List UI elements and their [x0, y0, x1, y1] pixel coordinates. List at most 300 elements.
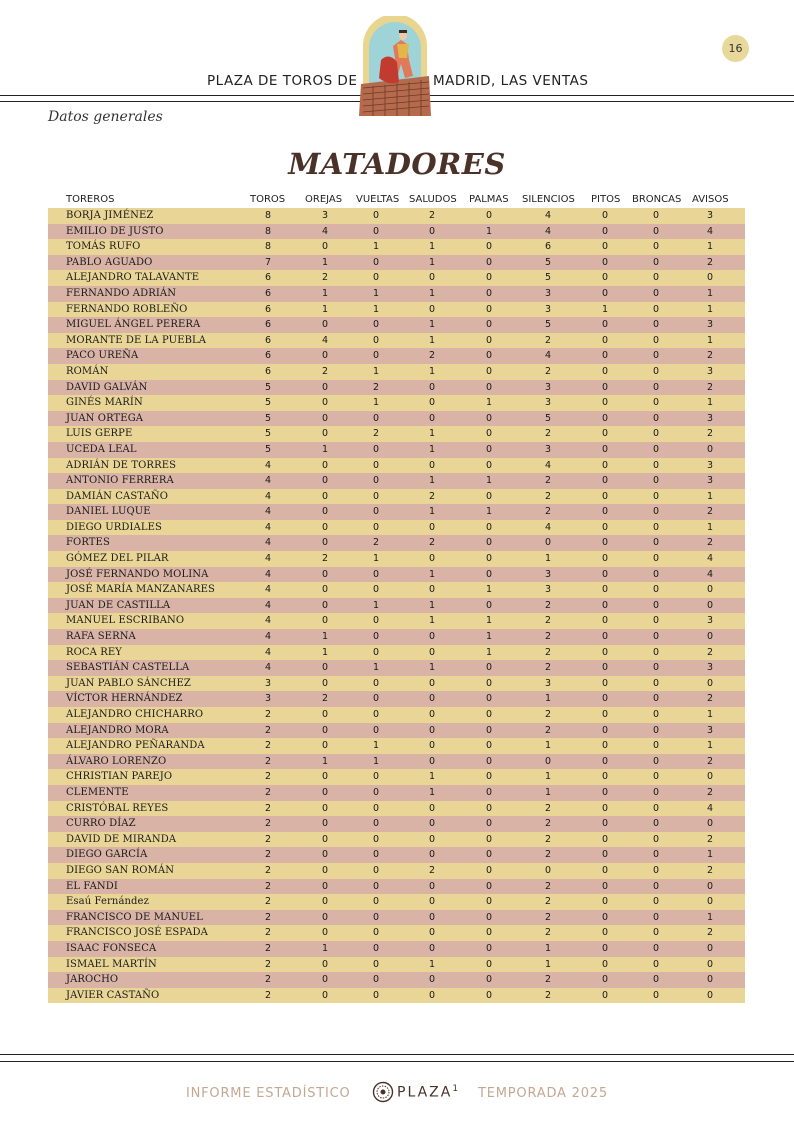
- torero-name: BORJA JIMÉNEZ: [66, 210, 154, 221]
- cell-broncas: 0: [652, 241, 660, 253]
- cell-toros: 4: [264, 584, 272, 596]
- cell-broncas: 0: [652, 942, 660, 954]
- cell-orejas: 1: [321, 942, 329, 954]
- cell-saludos: 2: [428, 490, 436, 502]
- cell-broncas: 0: [652, 584, 660, 596]
- cell-toros: 5: [264, 428, 272, 440]
- torero-name: JUAN PABLO SÁNCHEZ: [66, 677, 191, 689]
- cell-pitos: 0: [601, 740, 609, 752]
- cell-orejas: 0: [321, 475, 329, 487]
- cell-pitos: 0: [601, 724, 609, 736]
- cell-broncas: 0: [652, 740, 660, 752]
- cell-palmas: 0: [485, 599, 493, 611]
- cell-broncas: 0: [652, 755, 660, 767]
- cell-avisos: 0: [706, 989, 714, 1001]
- table-row: [48, 972, 745, 988]
- cell-toros: 2: [264, 724, 272, 736]
- cell-orejas: 0: [321, 506, 329, 518]
- cell-broncas: 0: [652, 880, 660, 892]
- cell-silencios: 2: [544, 896, 552, 908]
- cell-pitos: 0: [601, 755, 609, 767]
- cell-palmas: 0: [485, 272, 493, 284]
- cell-palmas: 0: [485, 256, 493, 268]
- cell-silencios: 0: [544, 537, 552, 549]
- cell-palmas: 0: [485, 833, 493, 845]
- table-row: [48, 879, 745, 895]
- cell-avisos: 0: [706, 880, 714, 892]
- table-row: [48, 239, 745, 255]
- torero-name: EL FANDI: [66, 880, 118, 892]
- cell-saludos: 0: [428, 521, 436, 533]
- cell-pitos: 0: [601, 631, 609, 643]
- cell-toros: 2: [264, 833, 272, 845]
- cell-palmas: 1: [485, 506, 493, 518]
- cell-broncas: 0: [652, 662, 660, 674]
- cell-silencios: 2: [544, 989, 552, 1001]
- cell-saludos: 0: [428, 553, 436, 565]
- cell-orejas: 0: [321, 319, 329, 331]
- cell-vueltas: 0: [372, 942, 380, 954]
- cell-avisos: 2: [706, 833, 714, 845]
- cell-pitos: 0: [601, 662, 609, 674]
- cell-saludos: 0: [428, 397, 436, 409]
- cell-saludos: 0: [428, 927, 436, 939]
- torero-name: ADRIÁN DE TORRES: [66, 459, 177, 471]
- cell-palmas: 1: [485, 646, 493, 658]
- cell-silencios: 2: [544, 802, 552, 814]
- cell-saludos: 0: [428, 911, 436, 923]
- cell-saludos: 1: [428, 334, 436, 346]
- cell-broncas: 0: [652, 927, 660, 939]
- cell-avisos: 2: [706, 646, 714, 658]
- cell-broncas: 0: [652, 724, 660, 736]
- cell-avisos: 2: [706, 381, 714, 393]
- cell-saludos: 0: [428, 740, 436, 752]
- cell-pitos: 0: [601, 615, 609, 627]
- table-row: [48, 910, 745, 926]
- torero-name: JOSÉ MARÍA MANZANARES: [66, 584, 216, 596]
- cell-palmas: 0: [485, 521, 493, 533]
- footer-rule-top: [0, 1054, 794, 1055]
- torero-name: DAVID DE MIRANDA: [66, 833, 177, 845]
- cell-silencios: 2: [544, 974, 552, 986]
- col-header-saludos: SALUDOS: [409, 194, 457, 205]
- cell-broncas: 0: [652, 615, 660, 627]
- cell-avisos: 0: [706, 443, 714, 455]
- cell-pitos: 0: [601, 599, 609, 611]
- torero-name: JAROCHO: [66, 974, 119, 986]
- footer-brand: [397, 1084, 460, 1101]
- page-title: MATADORES: [288, 147, 506, 181]
- table-row: [48, 224, 745, 240]
- cell-saludos: 0: [428, 709, 436, 720]
- cell-palmas: 1: [485, 225, 493, 237]
- cell-silencios: 1: [544, 771, 552, 783]
- cell-avisos: 3: [706, 475, 714, 487]
- cell-pitos: 0: [601, 412, 609, 424]
- cell-vueltas: 2: [372, 428, 380, 440]
- cell-silencios: 2: [544, 490, 552, 502]
- cell-broncas: 0: [652, 631, 660, 643]
- cell-silencios: 0: [544, 755, 552, 767]
- cell-vueltas: 0: [372, 786, 380, 798]
- table-row: [48, 894, 745, 910]
- cell-toros: 7: [264, 256, 272, 268]
- cell-vueltas: 1: [372, 397, 380, 409]
- cell-saludos: 0: [428, 631, 436, 643]
- torero-name: MORANTE DE LA PUEBLA: [66, 334, 207, 346]
- table-row: [48, 676, 745, 692]
- cell-orejas: 0: [321, 864, 329, 876]
- cell-pitos: 0: [601, 241, 609, 253]
- cell-broncas: 0: [652, 397, 660, 409]
- header-venue-right: MADRID, LAS VENTAS: [433, 73, 589, 89]
- cell-palmas: 0: [485, 428, 493, 440]
- cell-saludos: 1: [428, 475, 436, 487]
- cell-saludos: 1: [428, 256, 436, 268]
- cell-broncas: 0: [652, 428, 660, 440]
- torero-name: DAMIÁN CASTAÑO: [66, 490, 168, 502]
- cell-saludos: 0: [428, 225, 436, 237]
- cell-vueltas: 0: [372, 724, 380, 736]
- cell-toros: 2: [264, 771, 272, 783]
- cell-broncas: 0: [652, 475, 660, 487]
- cell-silencios: 2: [544, 334, 552, 346]
- cell-avisos: 3: [706, 319, 714, 331]
- cell-pitos: 0: [601, 334, 609, 346]
- cell-saludos: 1: [428, 599, 436, 611]
- table-row: [48, 957, 745, 973]
- cell-palmas: 1: [485, 615, 493, 627]
- cell-toros: 3: [264, 677, 272, 689]
- cell-avisos: 0: [706, 896, 714, 908]
- cell-vueltas: 0: [372, 272, 380, 284]
- cell-silencios: 2: [544, 818, 552, 830]
- cell-toros: 8: [264, 241, 272, 253]
- cell-avisos: 0: [706, 584, 714, 596]
- cell-toros: 6: [264, 319, 272, 331]
- cell-palmas: 0: [485, 771, 493, 783]
- cell-vueltas: 1: [372, 755, 380, 767]
- cell-orejas: 0: [321, 350, 329, 362]
- cell-saludos: 0: [428, 724, 436, 736]
- cell-saludos: 0: [428, 849, 436, 861]
- cell-palmas: 0: [485, 303, 493, 315]
- cell-saludos: 0: [428, 755, 436, 767]
- cell-vueltas: 0: [372, 802, 380, 814]
- cell-pitos: 0: [601, 802, 609, 814]
- cell-orejas: 1: [321, 631, 329, 643]
- cell-pitos: 0: [601, 677, 609, 689]
- torero-name: DIEGO SAN ROMÁN: [66, 864, 175, 876]
- torero-name: ALEJANDRO PEÑARANDA: [66, 740, 205, 752]
- cell-toros: 4: [264, 537, 272, 549]
- cell-silencios: 1: [544, 553, 552, 565]
- cell-saludos: 1: [428, 319, 436, 331]
- cell-saludos: 0: [428, 974, 436, 986]
- cell-orejas: 0: [321, 584, 329, 596]
- cell-saludos: 2: [428, 537, 436, 549]
- cell-orejas: 0: [321, 428, 329, 440]
- cell-saludos: 0: [428, 942, 436, 954]
- cell-avisos: 0: [706, 818, 714, 830]
- cell-vueltas: 0: [372, 771, 380, 783]
- cell-avisos: 1: [706, 911, 714, 923]
- cell-toros: 2: [264, 709, 272, 720]
- cell-vueltas: 0: [372, 709, 380, 720]
- cell-broncas: 0: [652, 225, 660, 237]
- cell-palmas: 1: [485, 475, 493, 487]
- cell-silencios: 4: [544, 521, 552, 533]
- torero-name: EMILIO DE JUSTO: [66, 225, 164, 237]
- cell-vueltas: 0: [372, 521, 380, 533]
- cell-orejas: 0: [321, 662, 329, 674]
- cell-palmas: 1: [485, 631, 493, 643]
- cell-pitos: 0: [601, 864, 609, 876]
- cell-avisos: 2: [706, 506, 714, 518]
- cell-orejas: 0: [321, 911, 329, 923]
- cell-avisos: 1: [706, 334, 714, 346]
- table-row: [48, 255, 745, 271]
- cell-avisos: 1: [706, 490, 714, 502]
- cell-avisos: 2: [706, 428, 714, 440]
- cell-avisos: 2: [706, 693, 714, 705]
- cell-vueltas: 0: [372, 412, 380, 424]
- cell-broncas: 0: [652, 958, 660, 970]
- cell-orejas: 4: [321, 334, 329, 346]
- cell-broncas: 0: [652, 334, 660, 346]
- cell-vueltas: 1: [372, 287, 380, 299]
- footer-season-label: TEMPORADA 2025: [478, 1086, 608, 1101]
- cell-silencios: 3: [544, 568, 552, 580]
- table-row: [48, 395, 745, 411]
- table-row: [48, 426, 745, 442]
- cell-vueltas: 2: [372, 537, 380, 549]
- col-header-orejas: OREJAS: [305, 194, 343, 205]
- cell-toros: 2: [264, 755, 272, 767]
- cell-saludos: 1: [428, 568, 436, 580]
- cell-toros: 2: [264, 740, 272, 752]
- cell-toros: 4: [264, 490, 272, 502]
- cell-pitos: 0: [601, 974, 609, 986]
- cell-saludos: 1: [428, 662, 436, 674]
- cell-vueltas: 0: [372, 615, 380, 627]
- cell-toros: 2: [264, 974, 272, 986]
- cell-pitos: 0: [601, 553, 609, 565]
- cell-silencios: 3: [544, 397, 552, 409]
- cell-broncas: 0: [652, 599, 660, 611]
- cell-broncas: 0: [652, 989, 660, 1001]
- cell-silencios: 3: [544, 381, 552, 393]
- table-row: [48, 302, 745, 318]
- table-row: [48, 348, 745, 364]
- cell-silencios: 3: [544, 303, 552, 315]
- cell-silencios: 2: [544, 911, 552, 923]
- table-row: [48, 941, 745, 957]
- cell-toros: 6: [264, 303, 272, 315]
- cell-orejas: 0: [321, 896, 329, 908]
- cell-palmas: 0: [485, 927, 493, 939]
- cell-silencios: 5: [544, 272, 552, 284]
- cell-pitos: 0: [601, 319, 609, 331]
- cell-pitos: 0: [601, 849, 609, 861]
- cell-saludos: 0: [428, 693, 436, 705]
- cell-avisos: 0: [706, 272, 714, 284]
- cell-toros: 2: [264, 864, 272, 876]
- cell-orejas: 0: [321, 537, 329, 549]
- cell-orejas: 0: [321, 412, 329, 424]
- torero-name: TOMÁS RUFO: [66, 241, 141, 253]
- table-row: [48, 364, 745, 380]
- torero-name: CLEMENTE: [66, 786, 129, 798]
- cell-silencios: 1: [544, 958, 552, 970]
- cell-toros: 5: [264, 381, 272, 393]
- cell-silencios: 2: [544, 724, 552, 736]
- cell-toros: 4: [264, 521, 272, 533]
- cell-vueltas: 0: [372, 833, 380, 845]
- cell-avisos: 2: [706, 786, 714, 798]
- table-row: [48, 504, 745, 520]
- cell-vueltas: 0: [372, 911, 380, 923]
- cell-orejas: 0: [321, 989, 329, 1001]
- cell-orejas: 0: [321, 740, 329, 752]
- cell-orejas: 0: [321, 521, 329, 533]
- cell-palmas: 0: [485, 662, 493, 674]
- cell-silencios: 5: [544, 412, 552, 424]
- cell-saludos: 0: [428, 818, 436, 830]
- cell-pitos: 0: [601, 475, 609, 487]
- cell-silencios: 2: [544, 365, 552, 377]
- cell-toros: 4: [264, 599, 272, 611]
- table-row: [48, 567, 745, 583]
- cell-avisos: 1: [706, 849, 714, 861]
- cell-broncas: 0: [652, 443, 660, 455]
- cell-pitos: 0: [601, 833, 609, 845]
- cell-saludos: 1: [428, 771, 436, 783]
- cell-avisos: 3: [706, 459, 714, 471]
- cell-saludos: 1: [428, 958, 436, 970]
- torero-name: ROMÁN: [66, 365, 109, 377]
- cell-palmas: 1: [485, 584, 493, 596]
- cell-broncas: 0: [652, 709, 660, 720]
- cell-orejas: 1: [321, 443, 329, 455]
- col-header-pitos: PITOS: [591, 194, 621, 205]
- cell-broncas: 0: [652, 210, 660, 221]
- cell-saludos: 1: [428, 506, 436, 518]
- cell-orejas: 0: [321, 849, 329, 861]
- col-header-toros: TOROS: [250, 194, 286, 205]
- cell-toros: 8: [264, 210, 272, 221]
- cell-vueltas: 0: [372, 631, 380, 643]
- cell-vueltas: 0: [372, 459, 380, 471]
- cell-vueltas: 0: [372, 334, 380, 346]
- cell-toros: 4: [264, 568, 272, 580]
- cell-saludos: 0: [428, 584, 436, 596]
- cell-saludos: 0: [428, 272, 436, 284]
- cell-silencios: 2: [544, 927, 552, 939]
- cell-silencios: 4: [544, 350, 552, 362]
- torero-name: JAVIER CASTAÑO: [66, 989, 160, 1001]
- cell-silencios: 1: [544, 942, 552, 954]
- cell-avisos: 0: [706, 677, 714, 689]
- cell-palmas: 0: [485, 537, 493, 549]
- cell-vueltas: 1: [372, 662, 380, 674]
- torero-name: JUAN ORTEGA: [66, 412, 144, 424]
- cell-silencios: 2: [544, 428, 552, 440]
- cell-pitos: 0: [601, 958, 609, 970]
- table-row: [48, 738, 745, 754]
- cell-avisos: 0: [706, 942, 714, 954]
- cell-avisos: 0: [706, 974, 714, 986]
- cell-broncas: 0: [652, 818, 660, 830]
- torero-name: GÓMEZ DEL PILAR: [66, 553, 169, 565]
- cell-broncas: 0: [652, 568, 660, 580]
- cell-orejas: 0: [321, 241, 329, 253]
- footer-report-label: INFORME ESTADÍSTICO: [186, 1086, 351, 1101]
- cell-palmas: 0: [485, 459, 493, 471]
- cell-broncas: 0: [652, 802, 660, 814]
- cell-vueltas: 0: [372, 475, 380, 487]
- cell-avisos: 2: [706, 755, 714, 767]
- table-row: [48, 754, 745, 770]
- cell-silencios: 5: [544, 256, 552, 268]
- cell-silencios: 2: [544, 833, 552, 845]
- table-row: [48, 645, 745, 661]
- cell-saludos: 0: [428, 896, 436, 908]
- torero-name: FRANCISCO JOSÉ ESPADA: [66, 927, 208, 939]
- cell-vueltas: 1: [372, 365, 380, 377]
- cell-silencios: 2: [544, 475, 552, 487]
- cell-palmas: 0: [485, 974, 493, 986]
- cell-saludos: 2: [428, 864, 436, 876]
- cell-toros: 6: [264, 365, 272, 377]
- cell-palmas: 0: [485, 709, 493, 720]
- cell-broncas: 0: [652, 693, 660, 705]
- torero-name: DIEGO URDIALES: [66, 521, 162, 533]
- torero-name: LUIS GERPE: [66, 428, 133, 440]
- cell-broncas: 0: [652, 537, 660, 549]
- cell-avisos: 0: [706, 958, 714, 970]
- cell-silencios: 2: [544, 506, 552, 518]
- table-row: [48, 801, 745, 817]
- cell-broncas: 0: [652, 303, 660, 315]
- cell-vueltas: 0: [372, 506, 380, 518]
- cell-broncas: 0: [652, 677, 660, 689]
- table-row: [48, 785, 745, 801]
- cell-broncas: 0: [652, 771, 660, 783]
- bullfighter-logo-icon: [357, 16, 433, 118]
- cell-orejas: 4: [321, 225, 329, 237]
- cell-palmas: 0: [485, 443, 493, 455]
- col-header-silencios: SILENCIOS: [522, 194, 575, 205]
- cell-avisos: 1: [706, 709, 714, 720]
- cell-pitos: 0: [601, 381, 609, 393]
- cell-broncas: 0: [652, 521, 660, 533]
- cell-silencios: 2: [544, 880, 552, 892]
- cell-orejas: 0: [321, 880, 329, 892]
- cell-vueltas: 0: [372, 880, 380, 892]
- cell-saludos: 1: [428, 615, 436, 627]
- cell-saludos: 0: [428, 412, 436, 424]
- cell-silencios: 2: [544, 646, 552, 658]
- cell-broncas: 0: [652, 287, 660, 299]
- cell-broncas: 0: [652, 459, 660, 471]
- section-label: Datos generales: [48, 109, 163, 125]
- cell-pitos: 0: [601, 942, 609, 954]
- cell-pitos: 1: [601, 303, 609, 315]
- torero-name: FORTES: [66, 537, 110, 549]
- cell-vueltas: 0: [372, 225, 380, 237]
